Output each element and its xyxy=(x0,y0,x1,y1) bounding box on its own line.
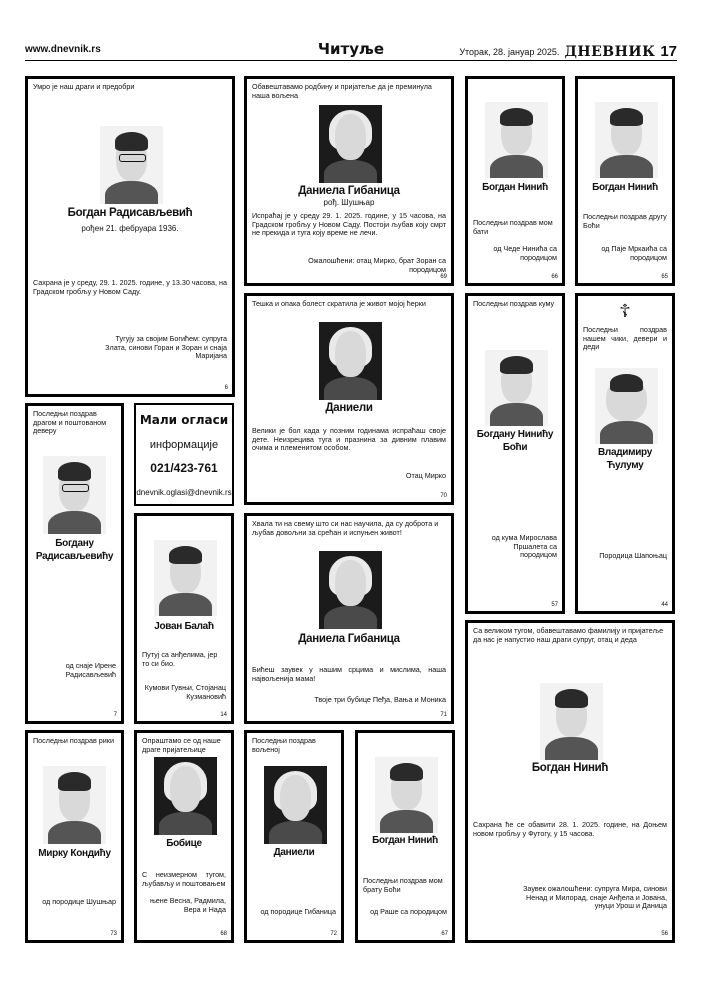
orthodox-cross-icon: ☦ xyxy=(619,301,631,321)
deceased-name: Даниела Гибаница xyxy=(298,185,400,197)
obituary-6 xyxy=(25,76,235,397)
intro-text: Последњи поздрав рики xyxy=(33,736,114,745)
ad-number: 44 xyxy=(661,602,668,608)
body-text: Последњи поздрав мом брату Боћи xyxy=(363,876,443,894)
portrait-photo xyxy=(319,322,382,400)
portrait-photo xyxy=(485,102,548,178)
signature-text: од кума Мирослава Пршалета са породицом xyxy=(491,533,557,560)
signature-text: Ожалошћени: отац Мирко, брат Зоран са породицом xyxy=(308,256,446,274)
classifieds-title: Мали огласи xyxy=(139,413,229,427)
portrait-photo xyxy=(485,350,548,426)
ad-number: 57 xyxy=(551,602,558,608)
birth-text: рођен 21. фебруара 1936. xyxy=(81,224,179,233)
deceased-name: Јован Балаћ xyxy=(154,621,214,632)
portrait-photo xyxy=(154,540,217,616)
ad-number: 66 xyxy=(551,274,558,280)
body-text: С неизмерном тугом, љубављу и поштовањем xyxy=(142,870,226,888)
portrait-photo xyxy=(375,757,438,833)
signature-text: Кумови Гувњи, Стојанац Кузмановић xyxy=(144,683,226,701)
obituary-73 xyxy=(25,730,124,943)
body-text: Испраћај је у среду 29. 1. 2025. године, у 15 часова, на Градском гробљу у Новом Саду. Постоји љубав коју смрт не прекида и туга коју време не лечи. xyxy=(252,211,446,238)
deceased-name: Богдану Нинићу Боћи xyxy=(476,429,554,453)
signature-text: Заувек ожалошћени: супруга Мира, синови Ненад и Милорад, снаје Анђела и Јована, унуци Урош и Даница xyxy=(523,884,667,911)
obituary-69 xyxy=(244,76,454,286)
intro-text: Опраштамо се од наше драге пријатељице xyxy=(142,736,221,754)
obituary-65 xyxy=(575,76,675,286)
body-text: Велики је бол када у позним годинама испраћаш своје дете. Неизрецива туга и празнина за дивним плавим очима и племенитом особом. xyxy=(252,426,446,453)
deceased-name: Богдан Нинић xyxy=(531,762,609,774)
intro-text: Последњи поздрав драгом и поштованом деверу xyxy=(33,409,107,436)
issue-date: Уторак, 28. јануар 2025. xyxy=(459,46,560,57)
maiden-name: рођ. Шушњар xyxy=(323,198,375,207)
ad-number: 73 xyxy=(110,931,117,937)
signature-text: од Раше са породицом xyxy=(370,907,447,916)
obituary-56 xyxy=(465,620,675,943)
ad-number: 70 xyxy=(440,493,447,499)
portrait-photo xyxy=(154,757,217,835)
deceased-name: Владимиру Ћулуму xyxy=(597,447,652,471)
obituary-70 xyxy=(244,293,454,505)
portrait-photo xyxy=(264,766,327,844)
site-url: www.dnevnik.rs xyxy=(25,44,101,55)
obituary-68 xyxy=(134,730,234,943)
classifieds-phone: 021/423-761 xyxy=(150,461,218,475)
ad-number: 7 xyxy=(113,712,117,718)
intro-text: Обавештавамо родбину и пријатеље да је преминула наша вољена xyxy=(252,82,432,100)
ad-number: 14 xyxy=(220,712,227,718)
header-right xyxy=(459,43,677,60)
classifieds-info-box xyxy=(134,403,234,506)
obituary-57 xyxy=(465,293,565,614)
signature-text: Породица Шапоњац xyxy=(599,551,667,560)
obituary-14 xyxy=(134,513,234,724)
body-text: Бићеш заувек у нашим срцима и мислима, наша највољенија мама! xyxy=(252,665,446,683)
intro-text: Умро је наш драги и предобри xyxy=(33,82,135,91)
obituary-44 xyxy=(575,293,675,614)
ad-number: 71 xyxy=(440,712,447,718)
signature-text: Отац Мирко xyxy=(405,471,446,480)
deceased-name: Даниели xyxy=(325,402,373,414)
signature-text: Твоје три бубице Пеђа, Вања и Моника xyxy=(314,695,446,704)
signature-text: од Чеде Нинића са породицом xyxy=(493,244,557,262)
ad-number: 68 xyxy=(220,931,227,937)
signature-text: од снаје Ирене Радисављевић xyxy=(65,661,116,679)
intro-text: Последњи поздрав куму xyxy=(473,299,555,308)
obituary-7 xyxy=(25,403,124,724)
ad-number: 69 xyxy=(440,274,447,280)
deceased-name: Мирку Кондићу xyxy=(38,848,111,859)
obituary-71 xyxy=(244,513,454,724)
body-text: Сахрана је у среду, 29. 1. 2025. године, у 13.30 часова, на Градском гробљу у Новом Саду. xyxy=(33,278,227,296)
page-number: 17 xyxy=(660,43,677,60)
ad-number: 56 xyxy=(661,931,668,937)
portrait-photo xyxy=(595,368,658,444)
intro-text: Последњи поздрав другу Боћи xyxy=(583,212,667,230)
classifieds-email[interactable]: dnevnik.oglasi@dnevnik.rs xyxy=(136,488,232,497)
newspaper-logo: ДНЕВНИК xyxy=(564,43,656,60)
intro-text: Последњи поздрав вољеној xyxy=(252,736,316,754)
portrait-photo xyxy=(43,766,106,844)
signature-text: од породице Шушњар xyxy=(42,897,116,906)
obituary-66 xyxy=(465,76,565,286)
portrait-photo xyxy=(319,105,382,183)
signature-text: Тугују за својим Богићем: супруга Злата, синови Горан и Зоран и снаја Маријана xyxy=(105,334,227,361)
intro-text: Последњи поздрав нашем чики, девери и деди xyxy=(583,325,667,352)
intro-text: Последњи поздрав мом бати xyxy=(473,218,553,236)
body-text: Путуј са анђелима, јер то си био. xyxy=(142,650,218,668)
ad-number: 65 xyxy=(661,274,668,280)
ad-number: 67 xyxy=(441,931,448,937)
obituary-67 xyxy=(355,730,455,943)
deceased-name: Богдан Нинић xyxy=(592,182,658,193)
deceased-name: Богдану Радисављевићу xyxy=(35,538,114,562)
deceased-name: Даниели xyxy=(273,847,315,858)
signature-text: од породице Гибаница xyxy=(260,907,336,916)
signature-text: њене Весна, Радмила, Вера и Нада xyxy=(149,896,226,914)
classifieds-subtitle: информације xyxy=(149,439,219,451)
section-title: Читуље xyxy=(317,40,385,58)
portrait-photo xyxy=(319,551,382,629)
deceased-name: Богдан Нинић xyxy=(372,835,438,846)
intro-text: Хвала ти на свему што си нас научила, да су доброта и љубав довољни за срећан и испуњен живот! xyxy=(252,519,439,537)
intro-text: Са великом тугом, обавештавамо фамилију и пријатеље да нас је напустио наш драги супруг, отац и деда xyxy=(473,626,664,644)
portrait-photo xyxy=(540,683,603,760)
portrait-photo xyxy=(595,102,658,178)
deceased-name: Богдан Радисављевић xyxy=(67,207,193,219)
deceased-name: Богдан Нинић xyxy=(482,182,548,193)
deceased-name: Бобице xyxy=(166,838,202,849)
ad-number: 72 xyxy=(330,931,337,937)
intro-text: Тешка и опака болест скратила је живот мојој ћерки xyxy=(252,299,426,308)
ad-number: 6 xyxy=(224,385,228,391)
portrait-photo xyxy=(43,456,106,534)
obituary-72 xyxy=(244,730,344,943)
body-text: Сахрана ће се обавити 28. 1. 2025. године, на Доњем новом гробљу у Футогу, у 15 часова. xyxy=(473,820,667,838)
portrait-photo xyxy=(100,126,163,204)
deceased-name: Даниела Гибаница xyxy=(298,633,400,645)
page-header xyxy=(25,42,677,61)
signature-text: од Паје Мркаића са породицом xyxy=(601,244,667,262)
